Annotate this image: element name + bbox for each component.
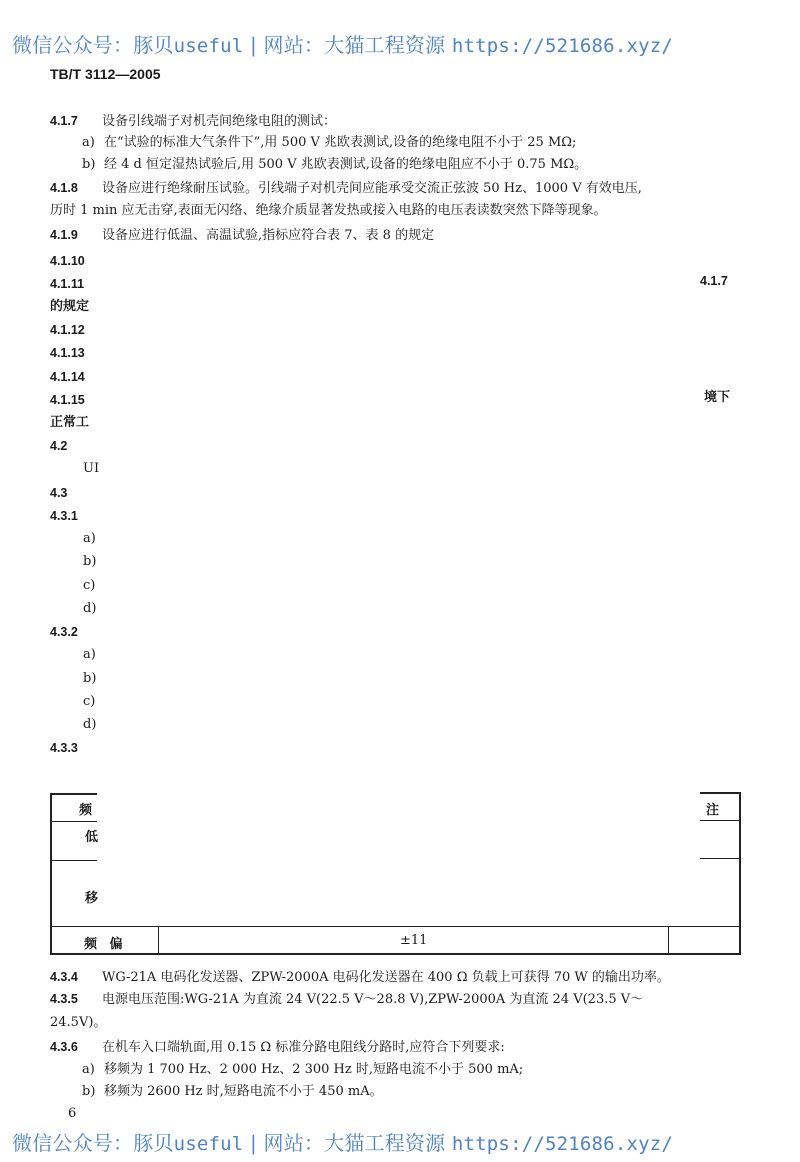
item-b xyxy=(82,1084,383,1100)
item-label: b) xyxy=(82,157,96,172)
item-a xyxy=(82,135,576,151)
table-row-deviation: 频 偏 xyxy=(84,937,127,952)
watermark-brand: useful xyxy=(173,1133,244,1155)
clause-4-3-6 xyxy=(50,1039,505,1056)
occluded-fragment: UI xyxy=(83,461,100,476)
occluded-fragment: d) xyxy=(83,717,97,732)
table-row-shift: 移 xyxy=(85,891,99,906)
clause-4-3-5-cont: 24.5V)。 xyxy=(50,1015,107,1030)
table-header-notes: 注 xyxy=(706,803,720,818)
watermark-top xyxy=(12,32,673,59)
clause-4-1-7 xyxy=(50,113,336,130)
clause-4-3-4 xyxy=(50,969,670,986)
occluded-fragment: 4.1.10 xyxy=(50,254,85,268)
clause-text: 在机车入口端轨面,用 0.15 Ω 标准分路电阻线分路时,应符合下列要求: xyxy=(102,1040,505,1055)
occluded-fragment: c) xyxy=(83,694,96,709)
table-row-low: 低 xyxy=(85,830,99,845)
occluded-fragment: 4.1.13 xyxy=(50,346,85,360)
clause-4-1-9-clipped xyxy=(50,227,435,243)
right-fragment: 4.1.7 xyxy=(700,274,728,288)
item-text: 在“试验的标准大气条件下”,用 500 V 兆欧表测试,设备的绝缘电阻不小于 25 MΩ; xyxy=(104,135,577,150)
item-a xyxy=(82,1062,523,1078)
watermark-site: 网站：大猫工程资源 xyxy=(263,33,452,57)
clause-number: 4.1.8 xyxy=(50,181,78,195)
clause-4-1-8 xyxy=(50,180,642,197)
clause-number: 4.1.9 xyxy=(50,228,78,242)
occluded-fragment: 4.3 xyxy=(50,486,68,500)
occluded-fragment: c) xyxy=(83,578,96,593)
item-text: 移频为 2600 Hz 时,短路电流不小于 450 mA。 xyxy=(104,1084,383,1099)
occluded-fragment: 4.3.3 xyxy=(50,741,78,755)
occluded-fragment: b) xyxy=(83,554,97,569)
right-fragment: 境下 xyxy=(704,390,731,405)
standard-code: TB/T 3112—2005 xyxy=(50,66,161,82)
watermark-text: 微信公众号：豚贝 xyxy=(12,33,174,57)
watermark-separator: | xyxy=(243,33,264,57)
clause-text: WG-21A 电码化发送器、ZPW-2000A 电码化发送器在 400 Ω 负载上可获得 70 W 的输出功率。 xyxy=(102,970,670,985)
clause-4-1-8-cont: 历时 1 min 应无击穿,表面无闪络、绝缘介质显著发热或接入电路的电压表读数突然下降等现象。 xyxy=(50,203,607,218)
occluded-fragment: 4.1.15 xyxy=(50,393,85,407)
item-label: b) xyxy=(82,1084,96,1099)
clause-number: 4.3.4 xyxy=(50,970,78,984)
occluded-fragment: 4.2 xyxy=(50,439,68,453)
deviation-value: ±11 xyxy=(400,933,428,948)
clause-text: 设备引线端子对机壳间绝缘电阻的测试： xyxy=(102,114,337,129)
occluded-fragment: 4.1.14 xyxy=(50,370,85,384)
watermark-site: 网站：大猫工程资源 xyxy=(263,1131,452,1155)
occluded-fragment: d) xyxy=(83,601,97,616)
item-label: a) xyxy=(82,135,95,150)
item-text: 移频为 1 700 Hz、2 000 Hz、2 300 Hz 时,短路电流不小于 500 mA; xyxy=(104,1062,524,1077)
clause-4-3-5 xyxy=(50,991,643,1008)
watermark-url: https://521686.xyz/ xyxy=(451,1133,674,1155)
occluded-fragment: 正常工 xyxy=(50,415,90,430)
item-label: a) xyxy=(82,1062,95,1077)
occluded-fragment: 的规定 xyxy=(50,299,90,314)
clause-number: 4.3.6 xyxy=(50,1040,78,1054)
page-number: 6 xyxy=(68,1106,77,1121)
table-header-left: 频 xyxy=(79,803,93,818)
occluded-fragment: b) xyxy=(83,671,97,686)
clause-number: 4.3.5 xyxy=(50,992,78,1006)
watermark-brand: useful xyxy=(173,35,244,57)
watermark-url: https://521686.xyz/ xyxy=(451,35,674,57)
clause-text: 设备应进行低温、高温试验,指标应符合表 7、表 8 的规定 xyxy=(102,228,435,243)
occluded-fragment: 4.1.11 xyxy=(50,277,85,291)
occluded-fragment: a) xyxy=(83,531,96,546)
clause-text: 设备应进行绝缘耐压试验。引线端子对机壳间应能承受交流正弦波 50 Hz、1000 V 有效电压, xyxy=(102,181,642,196)
item-b xyxy=(82,157,587,173)
clause-text: 电源电压范围:WG-21A 为直流 24 V(22.5 V～28.8 V),ZPW-2000A 为直流 24 V(23.5 V～ xyxy=(102,992,644,1007)
occluded-fragment: a) xyxy=(83,647,96,662)
item-text: 经 4 d 恒定湿热试验后,用 500 V 兆欧表测试,设备的绝缘电阻应不小于 0.75 MΩ。 xyxy=(104,157,588,172)
occluded-fragment: 4.3.1 xyxy=(50,509,78,523)
watermark-text: 微信公众号：豚贝 xyxy=(12,1131,174,1155)
occluded-fragment: 4.1.12 xyxy=(50,323,85,337)
clause-number: 4.1.7 xyxy=(50,114,78,128)
watermark-bottom xyxy=(12,1130,673,1157)
occluded-fragment: 4.3.2 xyxy=(50,625,78,639)
watermark-separator: | xyxy=(243,1131,264,1155)
